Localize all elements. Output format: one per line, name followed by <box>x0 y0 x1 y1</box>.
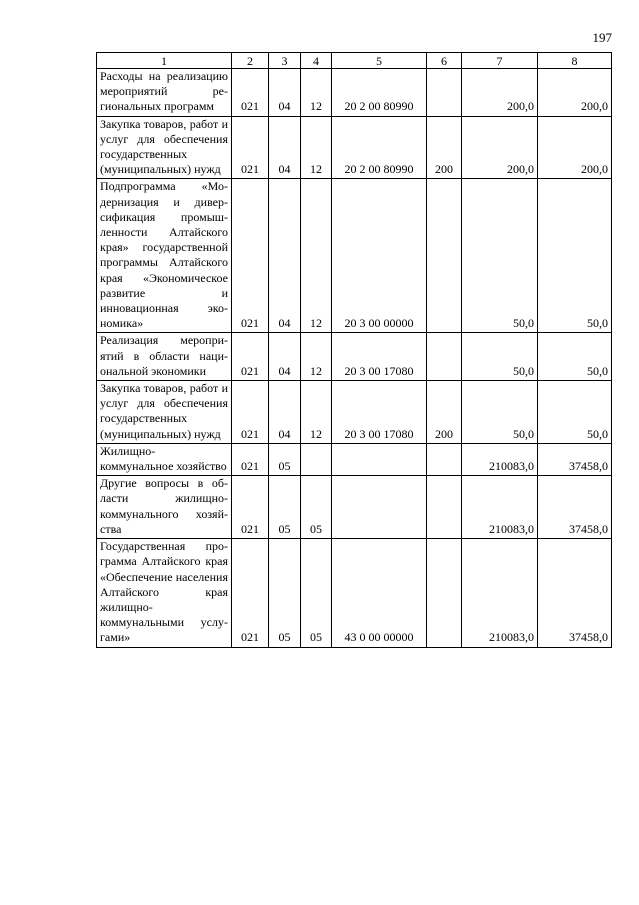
amount-year2-cell: 200,0 <box>538 69 612 117</box>
expense-name-cell: Жилищно-коммунальное хозяйство <box>97 443 232 475</box>
ministry-code-cell: 021 <box>232 443 269 475</box>
table-header-row <box>97 53 612 69</box>
table-row <box>97 69 612 117</box>
table-row <box>97 381 612 444</box>
subsection-code-cell: 12 <box>301 333 332 381</box>
column-header: 3 <box>269 53 301 69</box>
amount-year2-cell: 50,0 <box>538 381 612 444</box>
table-row <box>97 333 612 381</box>
ministry-code-cell: 021 <box>232 539 269 647</box>
subsection-code-cell: 05 <box>301 476 332 539</box>
expense-name-cell: Государственная программа Алтайского края «Обеспечение населения Алтайского края жилищно-коммунальными услугами» <box>97 539 232 647</box>
expense-type-cell: 200 <box>427 116 462 179</box>
amount-year1-cell: 50,0 <box>462 333 538 381</box>
ministry-code-cell: 021 <box>232 476 269 539</box>
table-row <box>97 476 612 539</box>
amount-year1-cell: 210083,0 <box>462 443 538 475</box>
table-row <box>97 443 612 475</box>
page-number: 197 <box>592 30 612 45</box>
amount-year2-cell: 50,0 <box>538 333 612 381</box>
target-article-cell: 43 0 00 00000 <box>332 539 427 647</box>
subsection-code-cell: 12 <box>301 381 332 444</box>
section-code-cell: 04 <box>269 179 301 333</box>
ministry-code-cell: 021 <box>232 116 269 179</box>
amount-year1-cell: 200,0 <box>462 116 538 179</box>
target-article-cell <box>332 443 427 475</box>
target-article-cell: 20 3 00 00000 <box>332 179 427 333</box>
expense-name-cell: Реализация мероприятий в области национальной экономики <box>97 333 232 381</box>
column-header: 1 <box>97 53 232 69</box>
table-row <box>97 539 612 647</box>
target-article-cell: 20 2 00 80990 <box>332 116 427 179</box>
ministry-code-cell: 021 <box>232 69 269 117</box>
table-row <box>97 116 612 179</box>
subsection-code-cell: 12 <box>301 69 332 117</box>
target-article-cell: 20 3 00 17080 <box>332 333 427 381</box>
column-header: 6 <box>427 53 462 69</box>
table-row <box>97 179 612 333</box>
expense-name-cell: Расходы на реализацию мероприятий региональных программ <box>97 69 232 117</box>
amount-year2-cell: 37458,0 <box>538 443 612 475</box>
expense-type-cell <box>427 476 462 539</box>
ministry-code-cell: 021 <box>232 333 269 381</box>
expense-name-cell: Закупка товаров, работ и услуг для обеспечения государственных (муниципальных) нужд <box>97 116 232 179</box>
section-code-cell: 04 <box>269 333 301 381</box>
target-article-cell <box>332 476 427 539</box>
amount-year2-cell: 50,0 <box>538 179 612 333</box>
amount-year1-cell: 50,0 <box>462 179 538 333</box>
expense-type-cell <box>427 443 462 475</box>
expense-type-cell <box>427 539 462 647</box>
budget-table <box>96 52 612 648</box>
amount-year1-cell: 210083,0 <box>462 539 538 647</box>
subsection-code-cell <box>301 443 332 475</box>
expense-type-cell <box>427 69 462 117</box>
amount-year1-cell: 200,0 <box>462 69 538 117</box>
expense-name-cell: Другие вопросы в области жилищно-коммунального хозяйства <box>97 476 232 539</box>
target-article-cell: 20 3 00 17080 <box>332 381 427 444</box>
column-header: 2 <box>232 53 269 69</box>
column-header: 5 <box>332 53 427 69</box>
expense-type-cell: 200 <box>427 381 462 444</box>
amount-year2-cell: 37458,0 <box>538 539 612 647</box>
section-code-cell: 04 <box>269 69 301 117</box>
expense-type-cell <box>427 179 462 333</box>
column-header: 7 <box>462 53 538 69</box>
amount-year2-cell: 37458,0 <box>538 476 612 539</box>
section-code-cell: 04 <box>269 381 301 444</box>
section-code-cell: 05 <box>269 539 301 647</box>
target-article-cell: 20 2 00 80990 <box>332 69 427 117</box>
subsection-code-cell: 05 <box>301 539 332 647</box>
amount-year2-cell: 200,0 <box>538 116 612 179</box>
expense-name-cell: Закупка товаров, работ и услуг для обеспечения государственных (муниципальных) нужд <box>97 381 232 444</box>
section-code-cell: 04 <box>269 116 301 179</box>
section-code-cell: 05 <box>269 476 301 539</box>
expense-type-cell <box>427 333 462 381</box>
subsection-code-cell: 12 <box>301 179 332 333</box>
subsection-code-cell: 12 <box>301 116 332 179</box>
expense-name-cell: Подпрограмма «Модернизация и диверсификация промышленности Алтайского края» государственной программы Алтайского края «Экономическое развитие и инновационная экономика» <box>97 179 232 333</box>
amount-year1-cell: 50,0 <box>462 381 538 444</box>
column-header: 4 <box>301 53 332 69</box>
section-code-cell: 05 <box>269 443 301 475</box>
column-header: 8 <box>538 53 612 69</box>
ministry-code-cell: 021 <box>232 179 269 333</box>
ministry-code-cell: 021 <box>232 381 269 444</box>
amount-year1-cell: 210083,0 <box>462 476 538 539</box>
